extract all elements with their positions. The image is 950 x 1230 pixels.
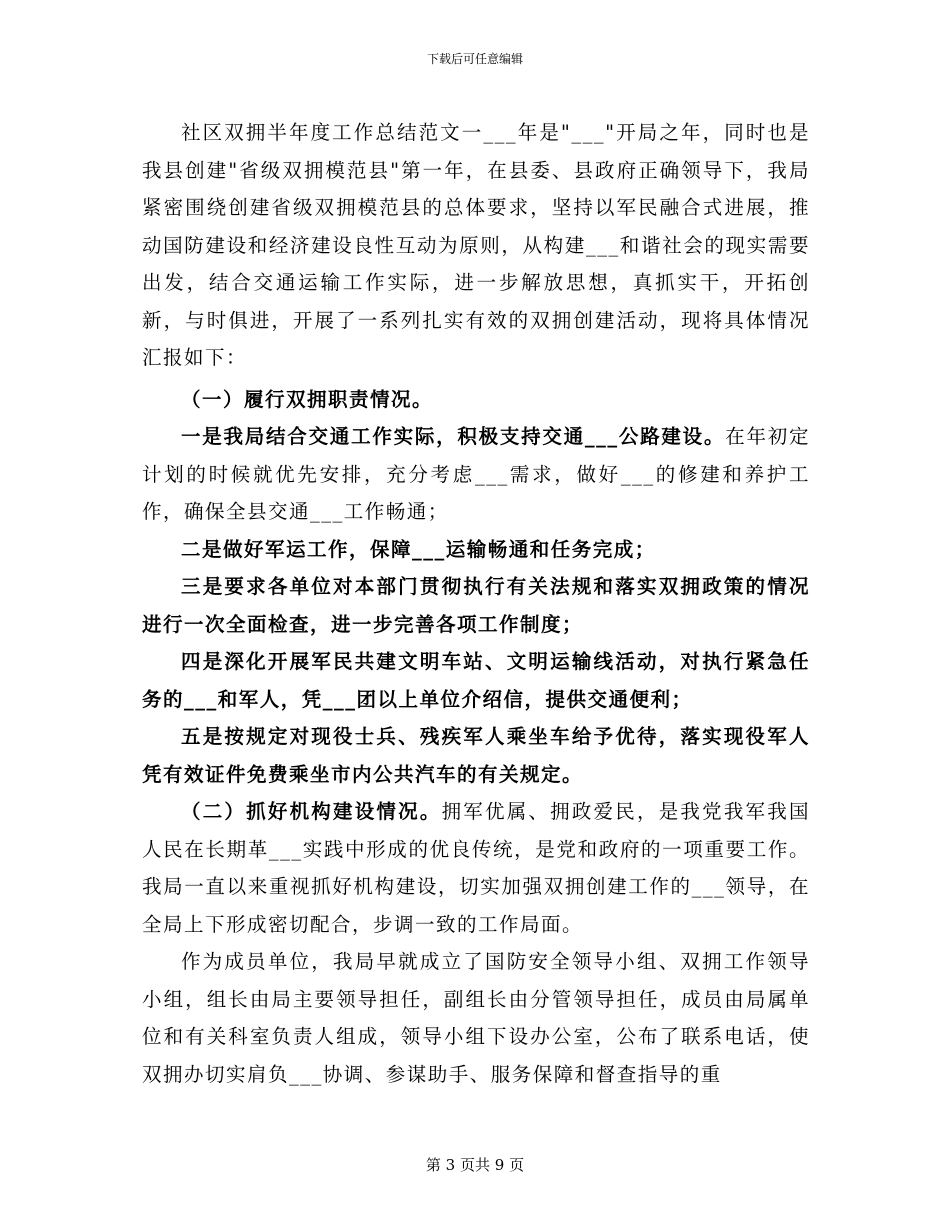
- item-1-lead: 一是我局结合交通工作实际，积极支持交通___公路建设。: [181, 425, 726, 448]
- section-2-paragraph: [142, 793, 810, 943]
- paragraph-item-4: 四是深化开展军民共建文明车站、文明运输线活动，对执行紧急任务的___和军人，凭___团以上单位介绍信，提供交通便利；: [142, 650, 810, 711]
- section-2-text: 拥军优属、拥政爱民，是我党我军我国人民在长期革___实践中形成的优良传统，是党和政府的一项重要工作。我局一直以来重视抓好机构建设，切实加强双拥创建工作的___领导，在全局上下形成密切配合，步调一致的工作局面。: [142, 800, 810, 936]
- paragraph-item-5: 五是按规定对现役士兵、残疾军人乘坐车给予优待，落实现役军人凭有效证件免费乘坐市内公共汽车的有关规定。: [142, 725, 810, 786]
- page-header-note: 下载后可任意编辑: [426, 52, 523, 66]
- paragraph-item-3: 三是要求各单位对本部门贯彻执行有关法规和落实双拥政策的情况进行一次全面检查，进一步完善各项工作制度；: [142, 575, 810, 636]
- page-number: 第 3 页共 9 页: [425, 1156, 525, 1174]
- member-unit-paragraph: 作为成员单位，我局早就成立了国防安全领导小组、双拥工作领导小组，组长由局主要领导担任，副组长由分管领导担任，成员由局属单位和有关科室负责人组成，领导小组下设办公室，公布了联系电话，使双拥办切实肩负___协调、参谋助手、服务保障和督查指导的重: [142, 950, 810, 1086]
- paragraph-item-2: 二是做好军运工作，保障___运输畅通和任务完成；: [181, 537, 656, 561]
- document-body: [142, 114, 810, 1093]
- section-heading-2: （二）抓好机构建设情况。: [181, 800, 442, 823]
- intro-paragraph: 社区双拥半年度工作总结范文一___年是"___"开局之年，同时也是我县创建"省级双拥模范县"第一年，在县委、县政府正确领导下，我局紧密围绕创建省级双拥模范县的总体要求，坚持以军民融合式进展，推动国防建设和经济建设良性互动为原则，从构建___和谐社会的现实需要出发，结合交通运输工作实际，进一步解放思想，真抓实干，开拓创新，与时俱进，开展了一系列扎实有效的双拥创建活动，现将具体情况汇报如下：: [142, 121, 810, 369]
- item-1-text: 在年初定计划的时候就优先安排，充分考虑___需求，做好___的修建和养护工作，确保全县交通___工作畅通；: [142, 425, 810, 523]
- section-heading-1: （一）履行双拥职责情况。: [181, 387, 434, 411]
- paragraph-item-1: [142, 418, 810, 531]
